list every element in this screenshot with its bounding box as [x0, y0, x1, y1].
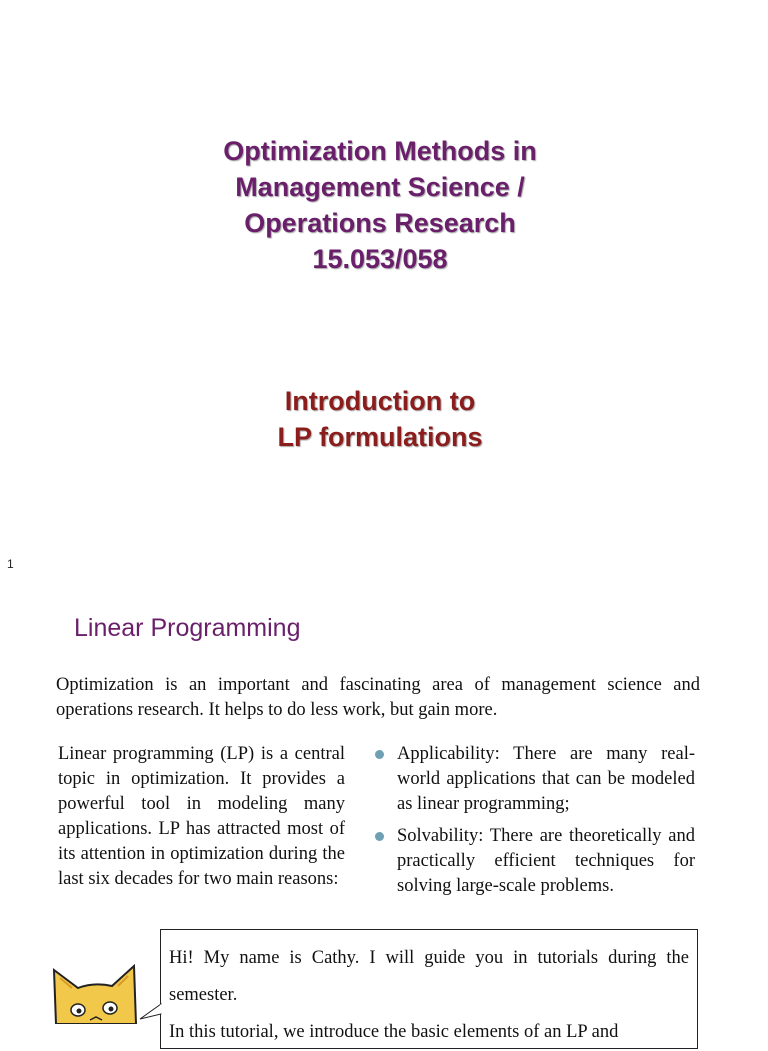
- title-line: Operations Research: [244, 208, 516, 238]
- speech-line: Hi! My name is Cathy. I will guide you in tutorials during the semester.: [169, 948, 689, 1005]
- title-line: Management Science /: [235, 172, 525, 202]
- presentation-subtitle: [120, 383, 640, 455]
- intro-paragraph: Optimization is an important and fascinating area of management science and operations research. It helps to do less work, but gain more.: [56, 675, 700, 720]
- bullet-text: Applicability: There are many real-world applications that can be modeled as linear programming;: [397, 744, 695, 814]
- subtitle-line: LP formulations: [277, 422, 483, 452]
- title-line: 15.053/058: [312, 244, 448, 274]
- lp-description: Linear programming (LP) is a central topic in optimization. It provides a powerful tool in modeling many applications. LP has attracted most of its attention in optimization during the last six decades for two main reasons:: [58, 744, 345, 889]
- bullet-icon: [375, 750, 384, 759]
- speech-bubble: [160, 929, 698, 1049]
- speech-line: In this tutorial, we introduce the basic elements of an LP and: [169, 1022, 619, 1042]
- list-item: [372, 742, 695, 817]
- speech-text: [169, 940, 689, 1051]
- cat-mascot-icon: [50, 964, 142, 1024]
- slide-heading: Linear Programming: [74, 614, 301, 642]
- page-number: 1: [7, 557, 14, 571]
- list-item: [372, 824, 695, 899]
- presentation-title: [120, 133, 640, 277]
- bullet-text: Solvability: There are theoretically and practically efficient techniques for solving large-scale problems.: [397, 826, 695, 896]
- reasons-list: [372, 742, 695, 906]
- subtitle-line: Introduction to: [284, 386, 476, 416]
- title-line: Optimization Methods in: [223, 136, 537, 166]
- bullet-icon: [375, 832, 384, 841]
